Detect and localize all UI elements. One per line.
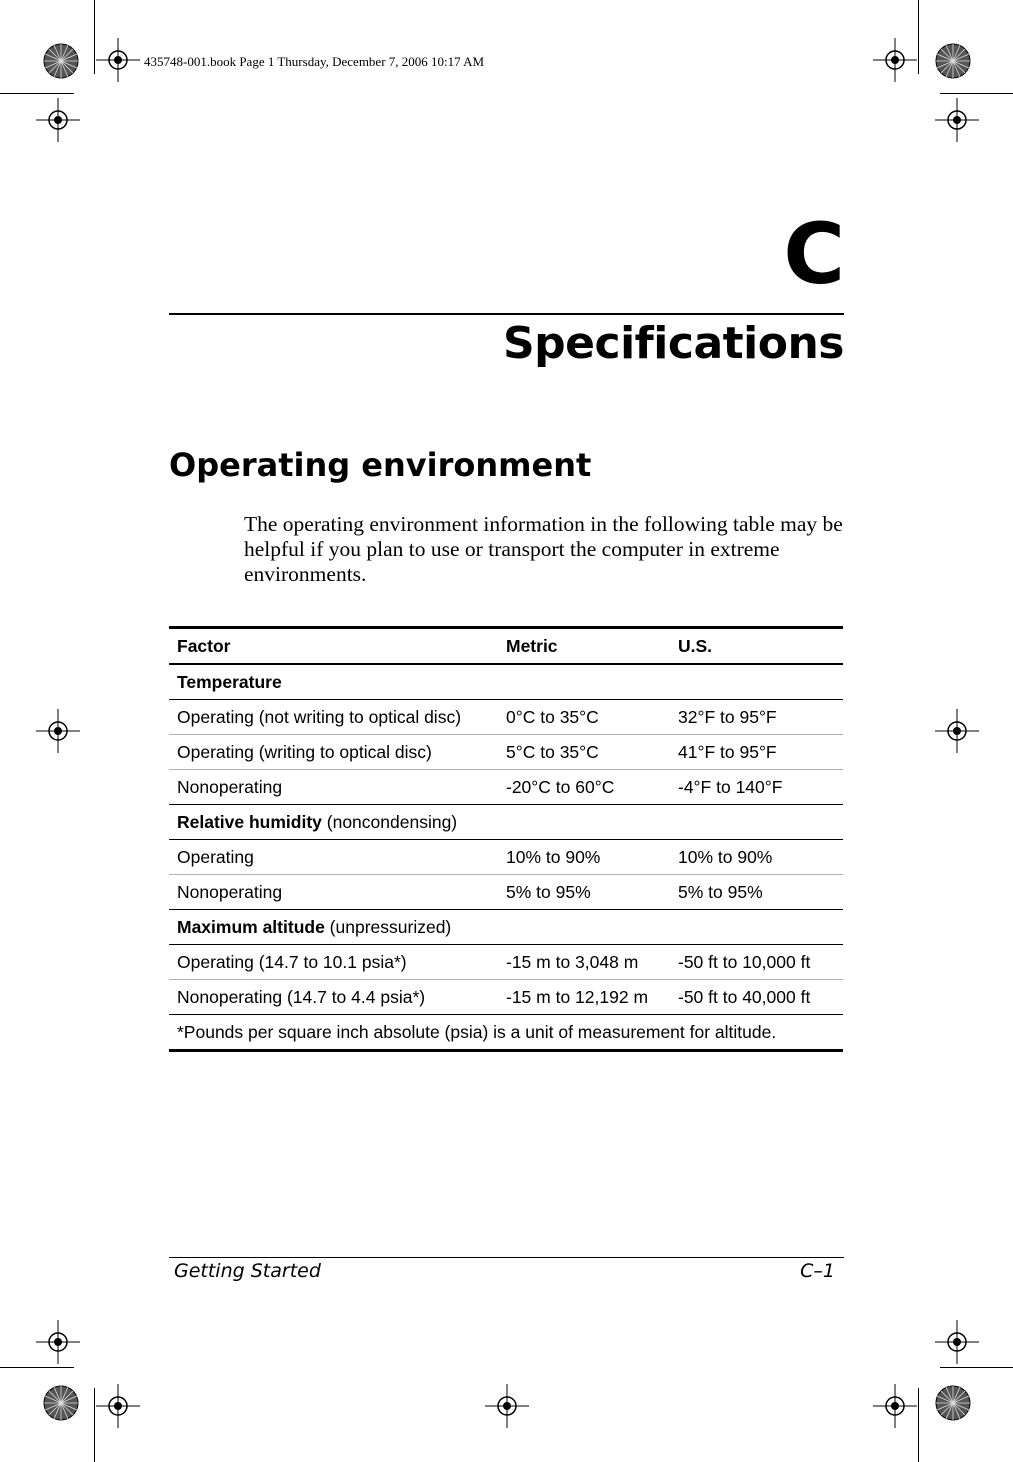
cell-factor: Nonoperating (14.7 to 4.4 psia*) <box>169 980 498 1015</box>
table-row <box>169 840 843 875</box>
group-label-bold: Relative humidity <box>177 811 322 832</box>
section-title: Operating environment <box>169 446 592 484</box>
cell-us: -4°F to 140°F <box>670 770 843 805</box>
registration-crosshair-icon <box>96 38 140 82</box>
cell-metric: -20°C to 60°C <box>498 770 670 805</box>
table-row <box>169 875 843 910</box>
starburst-registration-icon <box>42 42 80 80</box>
table-row <box>169 980 843 1015</box>
trim-mark <box>940 1367 1013 1368</box>
header-us: U.S. <box>670 628 843 665</box>
cell-us: -50 ft to 40,000 ft <box>670 980 843 1015</box>
table-footnote: *Pounds per square inch absolute (psia) is a unit of measurement for altitude. <box>177 1021 777 1042</box>
header-factor: Factor <box>169 628 498 665</box>
cell-us: 10% to 90% <box>670 840 843 875</box>
cell-factor: Operating (not writing to optical disc) <box>169 700 498 735</box>
print-slug: 435748-001.book Page 1 Thursday, December 7, 2006 10:17 AM <box>144 54 485 69</box>
table-row <box>169 700 843 735</box>
table-row <box>169 735 843 770</box>
group-label <box>169 910 843 945</box>
starburst-registration-icon <box>934 1384 972 1422</box>
cell-us: -50 ft to 10,000 ft <box>670 945 843 980</box>
cell-factor: Operating (writing to optical disc) <box>169 735 498 770</box>
starburst-registration-icon <box>42 1384 80 1422</box>
footer-rule <box>169 1257 844 1258</box>
group-label-bold: Maximum altitude <box>177 916 325 937</box>
chapter-rule <box>169 313 844 315</box>
header-metric: Metric <box>498 628 670 665</box>
registration-crosshair-icon <box>36 709 80 753</box>
trim-mark <box>94 1388 95 1462</box>
group-label <box>169 805 843 840</box>
table-row <box>169 770 843 805</box>
trim-mark <box>0 1367 74 1368</box>
registration-crosshair-icon <box>935 1320 979 1364</box>
footer-book-title: Getting Started <box>174 1260 321 1282</box>
specifications-table <box>169 626 843 1052</box>
group-row-humidity <box>169 805 843 840</box>
intro-paragraph: The operating environment information in the following table may be helpful if you plan to use or transport the computer in extreme environments. <box>244 512 843 586</box>
footer-page-number: C–1 <box>800 1260 835 1282</box>
starburst-registration-icon <box>934 42 972 80</box>
cell-factor: Nonoperating <box>169 770 498 805</box>
cell-factor: Nonoperating <box>169 875 498 910</box>
cell-metric: -15 m to 12,192 m <box>498 980 670 1015</box>
group-label: Temperature <box>169 664 843 700</box>
trim-mark <box>940 93 1013 94</box>
trim-mark <box>918 1388 919 1462</box>
group-label-note: (unpressurized) <box>324 916 452 937</box>
cell-metric: 5°C to 35°C <box>498 735 670 770</box>
registration-crosshair-icon <box>485 1384 529 1428</box>
registration-crosshair-icon <box>935 709 979 753</box>
cell-us: 41°F to 95°F <box>670 735 843 770</box>
registration-crosshair-icon <box>36 98 80 142</box>
registration-crosshair-icon <box>935 98 979 142</box>
trim-mark <box>0 93 74 94</box>
trim-mark <box>94 0 95 74</box>
registration-crosshair-icon <box>36 1320 80 1364</box>
footnote-row <box>169 1015 843 1051</box>
table-header-row <box>169 628 843 665</box>
chapter-letter: C <box>783 205 845 303</box>
cell-metric: 0°C to 35°C <box>498 700 670 735</box>
registration-crosshair-icon <box>96 1384 140 1428</box>
cell-metric: -15 m to 3,048 m <box>498 945 670 980</box>
cell-factor: Operating <box>169 840 498 875</box>
table-row <box>169 945 843 980</box>
group-label-note: (noncondensing) <box>321 811 458 832</box>
trim-mark <box>918 0 919 74</box>
group-row-altitude <box>169 910 843 945</box>
cell-factor: Operating (14.7 to 10.1 psia*) <box>169 945 498 980</box>
cell-us: 5% to 95% <box>670 875 843 910</box>
cell-metric: 10% to 90% <box>498 840 670 875</box>
chapter-title: Specifications <box>502 318 844 369</box>
registration-crosshair-icon <box>873 1384 917 1428</box>
registration-crosshair-icon <box>873 38 917 82</box>
group-row-temperature <box>169 664 843 700</box>
cell-metric: 5% to 95% <box>498 875 670 910</box>
cell-us: 32°F to 95°F <box>670 700 843 735</box>
